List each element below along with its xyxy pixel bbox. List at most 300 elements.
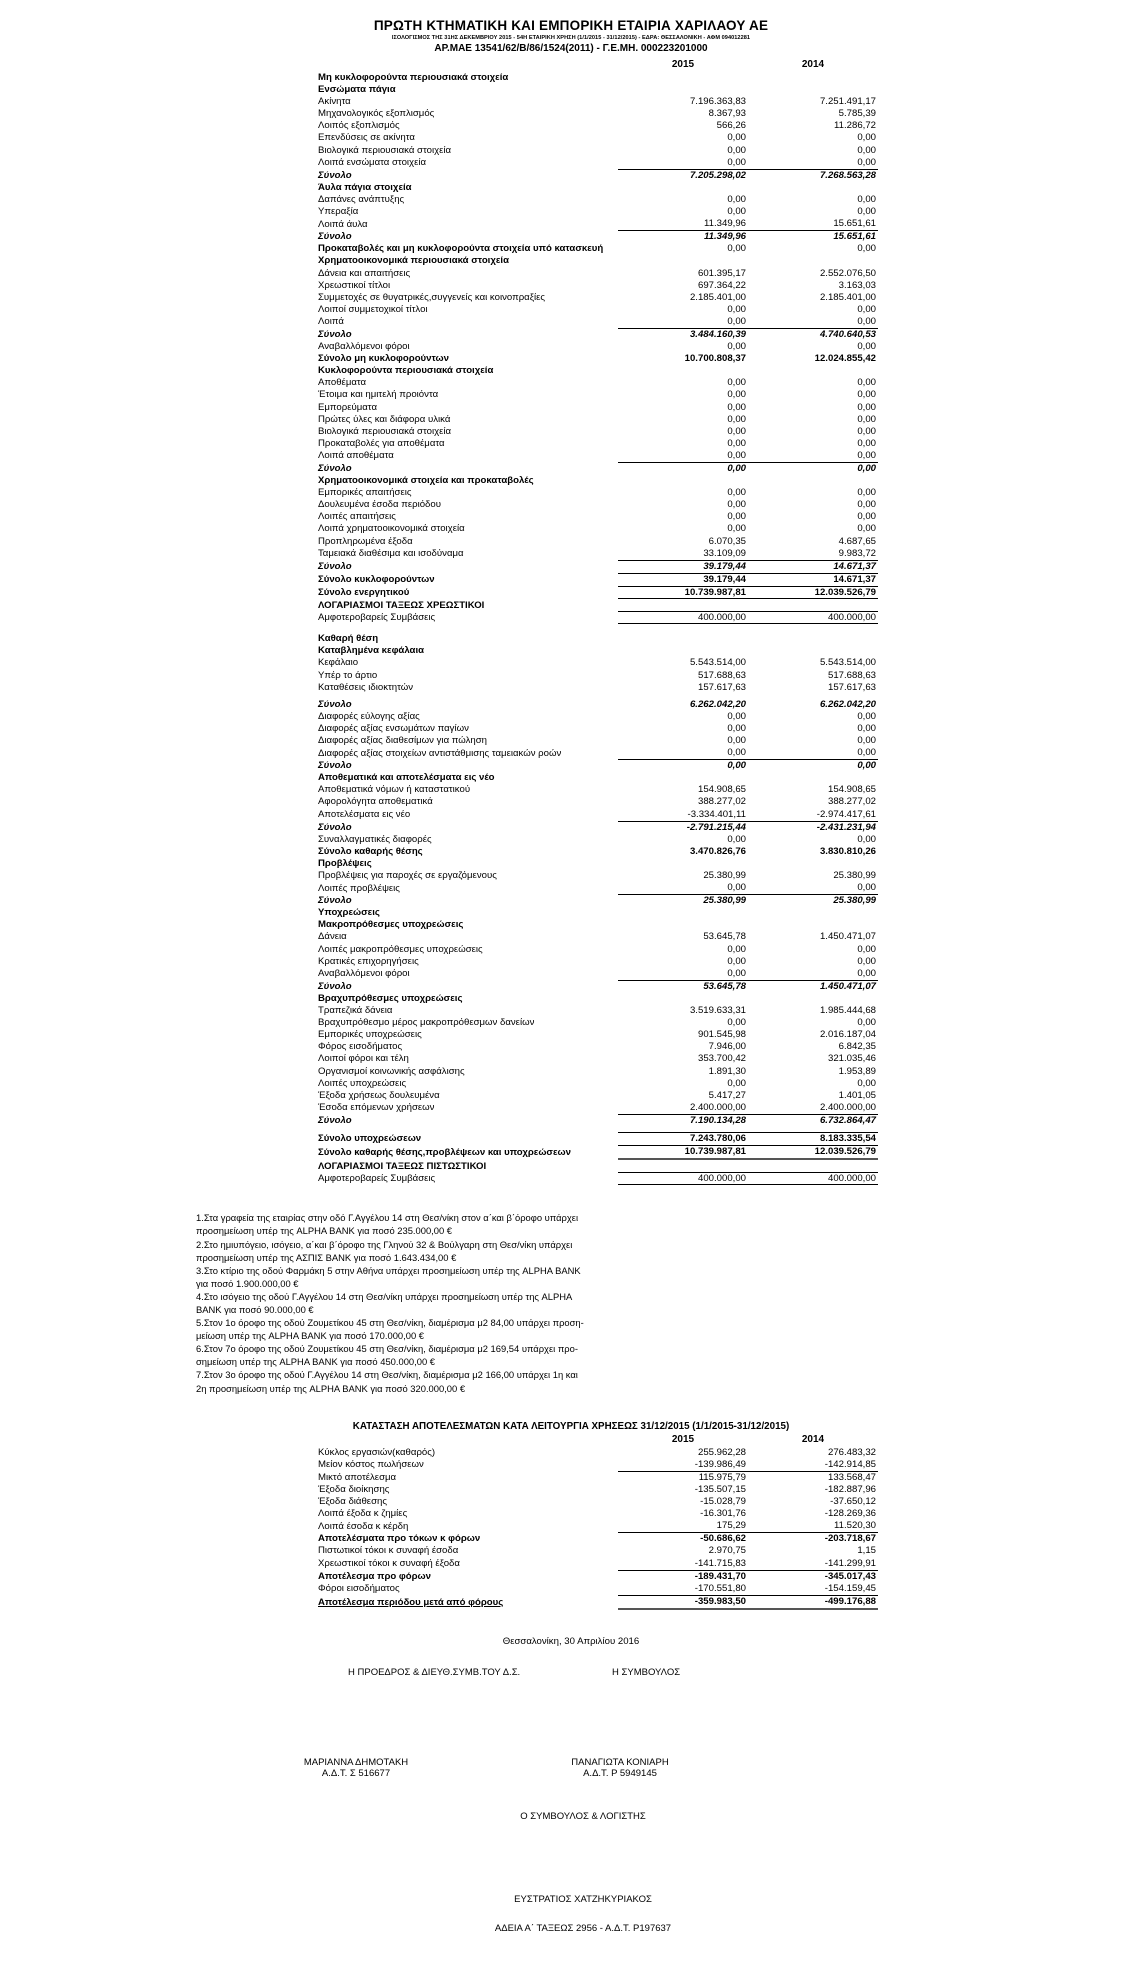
row-label: Δάνεια (318, 931, 347, 943)
table-row (318, 463, 878, 476)
row-value-prior: 0,00 (857, 967, 876, 979)
note-line: BANK για ποσό 90.000,00 € (196, 1304, 314, 1315)
table-row (318, 499, 878, 511)
row-label: Προβλέψεις για παροχές σε εργαζόμενους (318, 870, 497, 881)
table-row (318, 1583, 878, 1596)
row-value-current (618, 633, 748, 645)
row-value-current: 400.000,00 (618, 1173, 748, 1186)
note-line: 2.Στο ημιυπόγειο, ισόγειο, α΄και β΄όροφο της Γληνού 32 & Βούλγαρη στη Θεσ/νίκη υπάρχει (196, 1238, 573, 1250)
row-value-prior: 14.671,37 (748, 560, 878, 573)
row-label: Σύνολο (318, 463, 352, 474)
row-value-prior: 3.830.810,26 (819, 845, 876, 857)
row-value-prior: 5.543.514,00 (819, 657, 876, 669)
row-value-prior: 2.552.076,50 (819, 267, 876, 279)
row-value-current (618, 919, 748, 931)
row-label: Εμπορικές υποχρεώσεις (318, 1029, 422, 1041)
row-label: Έξοδα χρήσεως δουλευμένα (318, 1089, 440, 1101)
row-label: Λοιπά ενσώματα στοιχεία (318, 157, 427, 169)
row-label: Σύνολο (318, 895, 352, 907)
row-value-prior: 1.401,05 (838, 1089, 876, 1101)
income-statement-body (318, 1447, 878, 1609)
signature-date: Θεσσαλονίκη, 30 Απριλίου 2016 (502, 1635, 640, 1647)
row-value-prior: -128.269,36 (824, 1508, 876, 1520)
table-row (318, 120, 878, 132)
row-value-prior: 3.163,03 (838, 279, 876, 291)
row-value-prior: 0,00 (748, 760, 878, 773)
table-row (318, 796, 878, 808)
year-prior-header: 2014 (801, 59, 825, 70)
row-label: Σύνολο (318, 980, 352, 992)
table-row (318, 993, 878, 1005)
note-line: μείωση υπέρ της ALPHA BANK για ποσό 170.000,00 € (196, 1330, 424, 1342)
table-row (318, 784, 878, 796)
row-value-prior: 517.688,63 (827, 669, 876, 681)
table-row (318, 907, 878, 919)
table-row (318, 304, 878, 316)
note-line: 7.Στον 3ο όροφο της οδού Γ.Αγγέλου 14 στη Θεσ/νίκη, διαμέρισμα μ2 166,00 υπάρχει 1η και (196, 1369, 578, 1381)
table-row (318, 1570, 878, 1583)
row-value-prior (748, 624, 878, 633)
row-value-prior: 0,00 (857, 1017, 876, 1029)
row-label: Αποθεματικά και αποτελέσματα εις νέο (318, 772, 495, 784)
row-value-current (618, 84, 748, 96)
row-value-current: 0,00 (727, 144, 746, 156)
table-row (318, 84, 878, 96)
row-value-prior: 0,00 (857, 144, 876, 156)
table-row (318, 536, 878, 548)
table-row (318, 657, 878, 669)
row-value-current: -141.715,83 (694, 1557, 746, 1569)
row-value-prior: 0,00 (857, 710, 876, 722)
row-value-prior: 0,00 (748, 463, 878, 476)
signatory-president (236, 1757, 476, 1779)
table-row (318, 1102, 878, 1115)
row-value-current: 3.484.160,39 (618, 328, 748, 341)
table-row (318, 846, 878, 858)
row-value-current: 0,00 (727, 833, 746, 845)
table-row (318, 389, 878, 401)
table-row (318, 377, 878, 389)
counselor-id: Α.Δ.Τ. Ρ 5949145 (583, 1767, 657, 1779)
row-label: Κυκλοφορούντα περιουσιακά στοιχεία (318, 365, 494, 377)
table-row (318, 1090, 878, 1102)
table-row (318, 72, 878, 84)
row-value-current (618, 772, 748, 784)
row-value-prior (748, 72, 878, 84)
signatory-counselor (500, 1757, 740, 1779)
row-value-prior: 400.000,00 (748, 612, 878, 625)
row-value-current: 7.196.363,83 (689, 96, 746, 108)
row-value-prior (748, 1159, 878, 1173)
row-value-prior: 8.183.335,54 (748, 1132, 878, 1145)
row-label: Λοιπά χρηματοοικονομικά στοιχεία (318, 523, 465, 535)
row-value-prior: 0,00 (857, 1077, 876, 1089)
row-value-current: 0,00 (727, 523, 746, 535)
row-value-prior: 0,00 (857, 833, 876, 845)
row-value-prior: 0,00 (857, 722, 876, 734)
row-value-prior: 25.380,99 (748, 895, 878, 908)
row-value-prior: 1.450.471,07 (748, 980, 878, 993)
row-value-prior: 7.251.491,17 (819, 96, 876, 108)
row-label: Εμπορεύματα (318, 401, 378, 413)
note-line: 3.Στο κτίριο της οδού Φαρμάκη 5 στην Αθήνα υπάρχει προσημείωση υπέρ της ALPHA BANK (196, 1264, 581, 1276)
note-line: 1.Στα γραφεία της εταιρίας στην οδό Γ.Αγγέλου 14 στη Θεσ/νίκη στον α΄και β΄όροφο υπάρχει (196, 1212, 579, 1224)
table-row (318, 1520, 878, 1533)
row-label: Αναβαλλόμενοι φόροι (318, 341, 410, 353)
role-president: Η ΠΡΟΕΔΡΟΣ & ΔΙΕΥΘ.ΣΥΜΒ.ΤΟΥ Δ.Σ. (348, 1666, 521, 1678)
row-label: Μηχανολογικός εξοπλισμός (318, 108, 435, 120)
row-value-current: 39.179,44 (618, 560, 748, 573)
row-value-current: 25.380,99 (703, 870, 746, 881)
row-value-prior: 0,00 (857, 437, 876, 449)
accountant-license: ΑΔΕΙΑ Α΄ ΤΑΞΕΩΣ 2956 - Α.Δ.Τ. Ρ197637 (494, 1922, 672, 1934)
row-value-current: 10.700.808,37 (684, 353, 746, 365)
table-row (318, 586, 878, 599)
row-label: Διαφορές αξίας στοιχείων αντιστάθμισης ταμειακών ροών (318, 747, 562, 759)
table-row (318, 523, 878, 535)
note-line: προσημείωση υπέρ της ΑΣΠΙΣ BANK για ποσό 1.643.434,00 € (196, 1251, 457, 1263)
row-label: Λοιπά άυλα (318, 218, 368, 230)
row-label: Προκαταβολές και μη κυκλοφορούντα στοιχεία υπό κατασκευή (318, 243, 604, 255)
row-value-prior: 12.024.855,42 (814, 353, 876, 365)
row-label: Άυλα πάγια στοιχεία (318, 181, 412, 193)
row-value-current: 566,26 (716, 120, 746, 132)
row-value-current: 0,00 (727, 487, 746, 499)
row-value-current: 2.970,75 (708, 1545, 746, 1557)
row-value-current: 0,00 (727, 156, 746, 168)
row-value-current: 2.185.401,00 (689, 291, 746, 303)
row-value-prior (748, 365, 878, 377)
row-label: Λοιπές προβλέψεις (318, 882, 400, 894)
row-value-prior (748, 645, 878, 657)
row-value-prior: 1.450.471,07 (819, 931, 876, 943)
row-value-prior: 11.286,72 (834, 120, 876, 132)
note-line: προσημείωση υπέρ της ALPHA BANK για ποσό 235.000,00 € (196, 1225, 453, 1237)
row-value-current: 0,00 (727, 882, 746, 894)
row-label: Δάνεια και απαιτήσεις (318, 267, 411, 279)
row-value-current: 0,00 (727, 315, 746, 327)
row-value-current: 353.700,42 (697, 1053, 746, 1065)
table-row (318, 243, 878, 255)
table-row (318, 1558, 878, 1571)
row-label: Κεφάλαιο (318, 657, 359, 669)
row-value-current: 0,00 (727, 511, 746, 523)
table-row (318, 1029, 878, 1041)
table-row (318, 882, 878, 895)
table-row (318, 858, 878, 870)
row-label: Πιστωτικοί τόκοι κ συναφή έσοδα (318, 1545, 459, 1557)
row-label: Λοιπές υποχρεώσεις (318, 1077, 407, 1089)
row-label: Αποτελέσματα εις νέο (318, 809, 411, 821)
table-row (318, 1447, 878, 1459)
row-value-current: -170.551,80 (694, 1582, 746, 1594)
row-label (318, 624, 618, 633)
row-value-prior: 154.908,65 (827, 784, 876, 796)
row-label: Καταβλημένα κεφάλαια (318, 645, 425, 657)
row-value-current: 0,00 (727, 1077, 746, 1089)
blank-corner (318, 1433, 618, 1447)
row-value-prior: 321.035,46 (827, 1053, 876, 1065)
row-label: Σύνολο (318, 561, 352, 573)
income-statement-year-header (318, 1433, 878, 1447)
row-value-prior: -345.017,43 (748, 1570, 878, 1583)
row-value-current: 0,00 (727, 955, 746, 967)
row-value-current: 0,00 (727, 943, 746, 955)
row-value-current: 33.109,09 (703, 547, 746, 559)
row-value-prior: 0,00 (857, 734, 876, 746)
row-label: Σύνολο (318, 698, 352, 710)
row-value-current (618, 907, 748, 919)
row-value-prior: 0,00 (857, 487, 876, 499)
row-value-current: 7.190.134,28 (618, 1114, 748, 1127)
row-value-current: 697.364,22 (697, 279, 746, 291)
row-label: ΛΟΓΑΡΙΑΣΜΟΙ ΤΑΞΕΩΣ ΧΡΕΩΣΤΙΚΟΙ (318, 599, 485, 611)
table-row (318, 711, 878, 723)
table-row (318, 821, 878, 834)
row-value-current: 3.470.826,76 (689, 845, 746, 857)
row-value-prior: 1.985.444,68 (819, 1005, 876, 1017)
row-value-current: 7.946,00 (708, 1041, 746, 1053)
row-value-prior: 0,00 (857, 156, 876, 168)
row-value-current: 0,00 (727, 710, 746, 722)
row-value-current (618, 858, 748, 870)
row-value-prior: 0,00 (857, 449, 876, 461)
row-value-current: -50.686,62 (618, 1533, 748, 1546)
row-label: Λοιπά αποθέματα (318, 450, 394, 462)
row-value-current: 0,00 (727, 377, 746, 389)
row-label: Ταμειακά διαθέσιμα και ισοδύναμα (318, 548, 464, 560)
row-value-prior: 0,00 (857, 389, 876, 401)
notes-block (196, 1211, 836, 1394)
row-label: Υπεραξία (318, 206, 359, 218)
year-current-header: 2015 (671, 59, 695, 70)
table-row (318, 292, 878, 304)
table-row (318, 1496, 878, 1508)
row-value-prior: 0,00 (857, 401, 876, 413)
row-label: Χρηματοοικονομικά περιουσιακά στοιχεία (318, 255, 509, 267)
row-value-prior: 400.000,00 (748, 1173, 878, 1186)
row-value-prior (748, 907, 878, 919)
table-row (318, 328, 878, 341)
row-value-current: 11.349,96 (704, 218, 746, 230)
table-row (318, 169, 878, 182)
row-value-prior: 6.262.042,20 (819, 698, 876, 710)
row-label: Λοιπά έξοδα κ ζημίες (318, 1508, 408, 1520)
row-value-prior: 9.983,72 (838, 547, 876, 559)
row-value-prior (748, 858, 878, 870)
row-label: Διαφορές αξίας ενσωμάτων παγίων (318, 722, 469, 734)
row-label: ΛΟΓΑΡΙΑΣΜΟΙ ΤΑΞΕΩΣ ΠΙΣΤΩΣΤΙΚΟΙ (318, 1160, 487, 1172)
row-label: Δουλευμένα έσοδα περιόδου (318, 499, 441, 511)
row-value-prior: 0,00 (857, 315, 876, 327)
row-label: Συναλλαγματικές διαφορές (318, 833, 432, 845)
row-value-current (618, 624, 748, 633)
table-row (318, 809, 878, 822)
row-value-prior: 12.039.526,79 (748, 586, 878, 599)
table-row (318, 633, 878, 645)
table-row (318, 573, 878, 586)
income-statement-title: ΚΑΤΑΣΤΑΣΗ ΑΠΟΤΕΛΕΣΜΑΤΩΝ ΚΑΤΑ ΛΕΙΤΟΥΡΓΙΑ ΧΡΗΣΕΩΣ 31/12/2015 (1/1/2015-31/12/2015) (352, 1420, 790, 1432)
row-value-prior: -142.914,85 (824, 1458, 876, 1470)
row-label: Σύνολο κυκλοφορούντων (318, 574, 435, 586)
table-row (318, 194, 878, 206)
table-row (318, 670, 878, 682)
table-row (318, 612, 878, 625)
table-row (318, 1005, 878, 1017)
table-row (318, 365, 878, 377)
row-value-current: 255.962,28 (697, 1446, 746, 1458)
table-row (318, 772, 878, 784)
table-row (318, 895, 878, 908)
row-value-prior: 7.268.563,28 (748, 169, 878, 182)
row-label: Λοιποί συμμετοχικοί τίτλοι (318, 303, 428, 315)
row-value-prior (748, 255, 878, 267)
row-label: Προπληρωμένα έξοδα (318, 535, 413, 547)
table-row (318, 255, 878, 267)
row-value-current: -189.431,70 (618, 1570, 748, 1583)
table-row (318, 231, 878, 244)
table-row (318, 548, 878, 561)
row-label: Σύνολο μη κυκλοφορούντων (318, 353, 449, 365)
row-label: Αποτέλεσμα προ φόρων (318, 1570, 431, 1582)
table-row (318, 1533, 878, 1546)
row-value-current: 0,00 (727, 722, 746, 734)
row-value-prior: 4.740.640,53 (748, 328, 878, 341)
row-value-prior: 6.842,35 (838, 1041, 876, 1053)
row-value-current: 400.000,00 (618, 612, 748, 625)
row-value-current (618, 182, 748, 194)
row-value-current: 0,00 (727, 499, 746, 511)
row-label: Χρεωστικοί τόκοι κ συναφή έξοδα (318, 1558, 460, 1569)
row-value-prior: 0,00 (857, 523, 876, 535)
table-row (318, 1484, 878, 1496)
table-row (318, 268, 878, 280)
row-value-prior: 2.400.000,00 (819, 1101, 876, 1113)
row-value-current (618, 255, 748, 267)
table-row (318, 1017, 878, 1029)
row-value-prior: 4.687,65 (838, 535, 876, 547)
table-row (318, 426, 878, 438)
row-label: Αποτελέσματα προ τόκων κ φόρων (318, 1533, 481, 1545)
row-label: Πρώτες ύλες και διάφορα υλικά (318, 413, 451, 425)
table-row (318, 1066, 878, 1078)
row-label: Συμμετοχές σε θυγατρικές,συγγενείς και κοινοπραξίες (318, 291, 546, 303)
row-value-current: 0,00 (727, 303, 746, 315)
table-row (318, 511, 878, 523)
table-row (318, 1471, 878, 1484)
row-value-prior: 0,00 (857, 425, 876, 437)
president-name: ΜΑΡΙΑΝΝΑ ΔΗΜΟΤΑΚΗ (303, 1756, 409, 1768)
row-label: Καθαρή θέση (318, 633, 379, 645)
row-value-prior: 14.671,37 (748, 573, 878, 586)
note-line: 2η προσημείωση υπέρ της ALPHA BANK για ποσό 320.000,00 € (196, 1382, 466, 1394)
row-label: Μείον κόστος πωλήσεων (318, 1459, 424, 1471)
row-value-prior (748, 84, 878, 96)
row-value-prior: 0,00 (857, 955, 876, 967)
table-row (318, 870, 878, 882)
table-row (318, 450, 878, 463)
row-label: Σύνολο (318, 821, 352, 833)
table-row (318, 919, 878, 931)
row-value-prior: 0,00 (857, 206, 876, 218)
row-label: Μακροπρόθεσμες υποχρεώσεις (318, 919, 464, 931)
table-row (318, 218, 878, 231)
row-value-current: 2.400.000,00 (689, 1101, 746, 1113)
table-row (318, 645, 878, 657)
row-value-current: 39.179,44 (618, 573, 748, 586)
row-label: Υπέρ το άρτιο (318, 669, 378, 681)
table-row (318, 96, 878, 108)
row-value-current: 175,29 (716, 1520, 746, 1532)
row-label: Έσοδα επόμενων χρήσεων (318, 1102, 435, 1114)
page-title: ΠΡΩΤΗ ΚΤΗΜΑΤΙΚΗ ΚΑΙ ΕΜΠΟΡΙΚΗ ΕΤΑΙΡΙΑ ΧΑΡΙΛΑΟΥ ΑΕ (373, 18, 769, 33)
table-row (318, 1545, 878, 1557)
table-row (318, 1078, 878, 1090)
row-value-current (618, 645, 748, 657)
row-value-current: -15.028,79 (700, 1496, 746, 1508)
row-label: Σύνολο (318, 169, 352, 181)
row-value-current (618, 993, 748, 1005)
table-row (318, 1459, 878, 1472)
row-label: Διαφορές αξίας διαθεσίμων για πώληση (318, 734, 487, 746)
row-label: Δαπάνες ανάπτυξης (318, 193, 405, 205)
row-value-current: 6.262.042,20 (689, 698, 746, 710)
row-value-current (618, 1159, 748, 1173)
row-label: Μικτό αποτέλεσμα (318, 1471, 397, 1483)
row-value-current: -2.791.215,44 (618, 821, 748, 834)
row-label: Χρεωστικοί τίτλοι (318, 279, 391, 291)
table-row (318, 145, 878, 157)
row-value-prior (748, 919, 878, 931)
counselor-name: ΠΑΝΑΓΙΩΤΑ ΚΟΝΙΑΡΗ (571, 1756, 669, 1768)
table-row (318, 316, 878, 329)
row-value-current (618, 599, 748, 612)
row-value-current: 25.380,99 (618, 895, 748, 908)
row-value-current: 0,00 (727, 747, 746, 759)
row-value-current: 0,00 (727, 425, 746, 437)
table-row (318, 1508, 878, 1520)
table-row (318, 1159, 878, 1173)
row-label: Κύκλος εργασιών(καθαρός) (318, 1446, 436, 1458)
row-value-current: 0,00 (727, 243, 746, 255)
accountant-name: ΕΥΣΤΡΑΤΙΟΣ ΧΑΤΖΗΚΥΡΙΑΚΟΣ (514, 1893, 652, 1905)
table-row (318, 699, 878, 711)
row-value-current: 0,00 (727, 206, 746, 218)
row-value-prior: 388.277,02 (827, 796, 876, 808)
table-row (318, 1041, 878, 1053)
row-label: Αποθεματικά νόμων ή καταστατικού (318, 784, 471, 796)
row-value-current: 7.243.780,06 (618, 1132, 748, 1145)
row-label: Μη κυκλοφορούντα περιουσιακά στοιχεία (318, 72, 509, 83)
row-value-current: 10.739.987,81 (618, 1146, 748, 1160)
table-row (318, 723, 878, 735)
row-value-current: 0,00 (727, 413, 746, 425)
balance-sheet-table (318, 58, 878, 1185)
table-row (318, 280, 878, 292)
table-row (318, 1595, 878, 1609)
row-value-prior (748, 993, 878, 1005)
row-value-current: 0,00 (727, 132, 746, 144)
row-value-prior: -154.159,45 (824, 1582, 876, 1594)
row-value-prior: 0,00 (857, 243, 876, 255)
signature-roles-row (0, 1667, 1142, 1683)
row-label: Τραπεζικά δάνεια (318, 1005, 393, 1017)
note-line: για ποσό 1.900.000,00 € (196, 1277, 299, 1289)
row-value-prior (748, 772, 878, 784)
row-value-prior: 2.185.401,00 (819, 291, 876, 303)
row-value-prior (748, 633, 878, 645)
row-label: Σύνολο ενεργητικού (318, 586, 410, 598)
